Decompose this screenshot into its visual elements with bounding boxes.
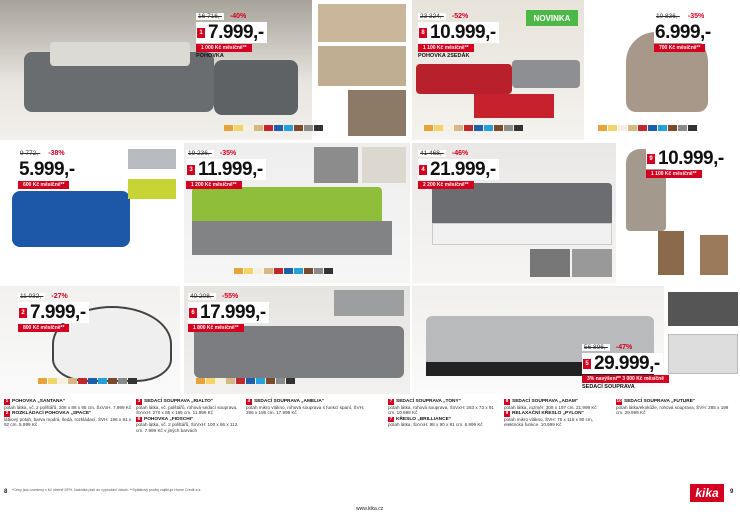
price: 17.999,- (200, 302, 266, 323)
color-swatch (118, 378, 127, 384)
thumb-column-3 (666, 286, 740, 394)
grey-sofa-thumbnail (128, 149, 176, 169)
color-swatch (108, 378, 117, 384)
storage-thumbnail (348, 90, 406, 136)
color-swatch (88, 378, 97, 384)
color-swatch (314, 125, 323, 131)
color-swatch (244, 125, 253, 131)
price: 5.999,- (19, 159, 75, 180)
color-swatch (98, 378, 107, 384)
description-body: potah mikro vlákno, rohová souprava s funkcí spaní, ŠVH: 296 x 186 cm. 17.999 Kč (246, 404, 365, 416)
price: 10.999,- (430, 22, 496, 43)
description-title: RELAXAČNÍ KŘESLO „PYLON“ (512, 411, 584, 417)
page-number-left: 8 (4, 489, 8, 495)
color-swatch (196, 378, 205, 384)
color-swatch (424, 125, 433, 131)
item-number: 2 (19, 308, 27, 318)
old-price: 16 716,- (198, 13, 222, 20)
color-swatch (294, 268, 303, 274)
color-swatch (254, 268, 263, 274)
color-swatch (284, 125, 293, 131)
cushions-image (50, 42, 190, 66)
description-body: potah látka/ekokůže, rohová souprava, ŠVH: 285 x 199 cm. 29.999 Kč (616, 404, 729, 416)
color-swatch (444, 125, 453, 131)
color-swatch (324, 268, 333, 274)
discount: -52% (451, 13, 469, 20)
color-swatch (48, 378, 57, 384)
description-title: POHOVKA „FIDSCHI“ (144, 416, 194, 422)
color-swatch (274, 268, 283, 274)
description-title: SEDACÍ SOUPRAVA „FUTURE“ (624, 399, 696, 404)
price: 29.999,- (594, 353, 660, 374)
item-number: 3 (137, 399, 141, 404)
website: www.kika.cz (356, 506, 384, 512)
discount: -55% (221, 293, 239, 300)
sofa-thumbnail (318, 4, 406, 42)
grey-base-image (192, 221, 392, 255)
color-swatch (514, 125, 523, 131)
color-swatch (638, 125, 647, 131)
description-title: ROZKLÁDACÍ POHOVKA „SPACE“ (12, 411, 92, 417)
monthly-payment: 1 000 Kč měsíčně** (196, 44, 252, 52)
color-swatch (68, 378, 77, 384)
color-swatch (234, 268, 243, 274)
item-number: 4 (247, 399, 251, 404)
grey-sofa-image (512, 60, 580, 88)
price-tag-1 (196, 11, 267, 59)
description-body: potah látka, vč. polštářů, rohová sedací souprava, ŠxVxH: 270 x 85 x 185 cm. 11.999 Kč (136, 404, 238, 416)
discount: -40% (229, 13, 247, 20)
item-number: 3 (187, 165, 195, 175)
item-number: 8 (505, 399, 509, 404)
color-swatches (38, 378, 137, 384)
price-tag-10 (582, 342, 669, 390)
color-swatch (264, 268, 273, 274)
old-price: 19 236,- (188, 150, 212, 157)
color-swatch (618, 125, 627, 131)
description-title: SEDACÍ SOUPRAVA „AMELIA“ (254, 399, 325, 404)
color-swatch (58, 378, 67, 384)
red-sofa-image (416, 64, 512, 94)
color-swatch (224, 125, 233, 131)
price: 6.999,- (655, 22, 711, 43)
old-price: 41 468,- (420, 150, 444, 157)
item-number: 10 (616, 399, 622, 404)
ottoman-image (474, 94, 554, 118)
price-tag-8 (18, 291, 89, 332)
description-4 (388, 398, 500, 428)
monthly-payment: 3% navýšení** 3 000 Kč měsíčně (582, 375, 669, 383)
color-swatch (276, 378, 285, 384)
price: 10.999,- (658, 148, 724, 169)
item-number: 7 (389, 416, 393, 422)
product-name: SEDACÍ SOUPRAVA (582, 384, 635, 390)
price-tag-7 (646, 148, 727, 178)
discount: -46% (451, 150, 469, 157)
item-number: 9 (505, 411, 509, 417)
color-swatch (216, 378, 225, 384)
item-number: 6 (137, 416, 141, 422)
color-swatch (246, 378, 255, 384)
sofa-thumbnail-2 (572, 249, 612, 277)
chair-thumbnail (658, 231, 684, 275)
old-price: 9 772,- (20, 150, 41, 157)
old-price: 10 836,- (656, 13, 680, 20)
description-title: POHOVKA „SANTANA“ (12, 399, 66, 404)
old-price: 40 208,- (190, 293, 214, 300)
old-price: 11 032,- (20, 293, 44, 300)
color-swatch (304, 125, 313, 131)
green-sofa-thumbnail (128, 179, 176, 199)
color-swatch (688, 125, 697, 131)
color-swatch (464, 125, 473, 131)
color-swatch (206, 378, 215, 384)
color-swatch (658, 125, 667, 131)
item-number: 8 (419, 28, 427, 38)
price: 7.999,- (30, 302, 86, 323)
price-tag-9 (188, 291, 269, 332)
color-swatches (196, 378, 295, 384)
color-swatch (128, 378, 137, 384)
color-swatch (504, 125, 513, 131)
old-price: 23 324,- (420, 13, 444, 20)
description-title: SEDACÍ SOUPRAVA „TONY“ (396, 399, 462, 404)
color-swatch (434, 125, 443, 131)
color-swatch (304, 268, 313, 274)
monthly-payment: 1 800 Kč měsíčně** (188, 324, 244, 332)
color-swatch (668, 125, 677, 131)
monthly-payment: 1 100 Kč měsíčně** (646, 170, 702, 178)
price-tag-6 (418, 148, 499, 189)
monthly-payment: 600 Kč měsíčně** (18, 181, 69, 189)
footer-disclaimer: *Ceny jsou uvedeny v Kč včetně DPH. Nabídka platí do vyprodání zásob. **Splátkový prodej zajišťuje Home Credit a.s. (12, 488, 202, 492)
color-swatch (598, 125, 607, 131)
description-body: potah látka, rozměr: 308 x 197 cm. 21.999 Kč (504, 404, 597, 410)
chair-thumbnail-2 (700, 235, 728, 275)
item-number: 6 (189, 308, 197, 318)
product-name: POHOVKA (196, 53, 224, 59)
color-swatch (286, 378, 295, 384)
description-body: potah látka, rohová souprava, ŠxVxH: 283 x 73 x 91 cm. 10.999 Kč (388, 404, 494, 416)
discount: -47% (615, 344, 633, 351)
color-swatch (314, 268, 323, 274)
color-swatches (224, 125, 323, 131)
description-body: potah látka, ŠxVxH: 98 x 90 x 81 cm. 6.999 Kč (388, 422, 483, 428)
color-swatch (236, 378, 245, 384)
item-number: 5 (583, 359, 591, 369)
thumb-column-1 (314, 0, 410, 140)
description-body: potah látka, vč. 2 polštářů, 206 x 86 x 95 cm, ŠxVxH. 7.999 Kč (4, 404, 132, 410)
color-swatch (474, 125, 483, 131)
discount: -27% (51, 293, 68, 300)
armchair-image (214, 60, 298, 115)
discount: -35% (687, 13, 705, 20)
description-5 (504, 398, 612, 428)
detail-thumbnail (314, 147, 358, 183)
product-name: POHOVKA 2SEDÁK (418, 53, 470, 59)
color-swatches (234, 268, 333, 274)
color-swatch (608, 125, 617, 131)
discount: -38% (48, 150, 65, 157)
color-swatch (244, 268, 253, 274)
price-tag-3 (654, 11, 714, 52)
monthly-payment: 1 100 Kč měsíčně** (418, 44, 474, 52)
color-swatch (256, 378, 265, 384)
color-swatch (628, 125, 637, 131)
sofa-bed-thumbnail (318, 46, 406, 86)
color-swatch (294, 125, 303, 131)
color-swatch (494, 125, 503, 131)
sofa-thumbnail-2 (668, 334, 738, 374)
monthly-payment: 700 Kč měsíčně** (654, 44, 705, 52)
color-swatch (38, 378, 47, 384)
item-number: 1 (197, 28, 205, 38)
color-swatch (454, 125, 463, 131)
color-swatch (234, 125, 243, 131)
color-swatch (266, 378, 275, 384)
color-swatch (78, 378, 87, 384)
detail-thumbnail-2 (362, 147, 406, 183)
white-base-image (432, 223, 612, 245)
sofa-thumbnail (530, 249, 570, 277)
discount: -35% (219, 150, 237, 157)
color-swatches (598, 125, 697, 131)
price-tag-5 (186, 148, 266, 189)
color-swatch (226, 378, 235, 384)
kika-logo: kika (690, 484, 724, 502)
price: 7.999,- (208, 22, 264, 43)
item-number: 9 (647, 154, 655, 164)
page-number-right: 9 (730, 489, 734, 495)
grey-corner-sofa-image (194, 326, 404, 378)
color-swatch (484, 125, 493, 131)
item-number: 1 (5, 399, 9, 404)
description-1 (4, 398, 132, 428)
description-body: potah mikro vlákno, ŠVH: 75 x 115 x 90 cm, elektrická funkce. 10.999 Kč (504, 416, 594, 428)
description-body: potah látka, vč. 2 polštářů, ŠxVxH: 100 x 86 x 112 cm. 7.999 Kč v jiných barvách (136, 422, 238, 433)
description-body: látkový potah, barva modrá, šedá, rozkládací, ŠVH: 196 x 91 x 92 cm. 5.999 Kč (4, 416, 132, 428)
description-title: SEDACÍ SOUPRAVA „RIALTO“ (144, 399, 214, 404)
color-swatch (254, 125, 263, 131)
sofa-thumbnail (334, 290, 404, 316)
description-title: SEDACÍ SOUPRAVA „ADAM“ (512, 399, 579, 404)
monthly-payment: 2 200 Kč měsíčně** (418, 181, 474, 189)
color-swatch (284, 268, 293, 274)
color-swatch (678, 125, 687, 131)
item-number: 2 (5, 411, 9, 417)
novinka-badge: NOVINKA (526, 10, 578, 26)
monthly-payment: 1 200 Kč měsíčně** (186, 181, 242, 189)
sofa-thumbnail (668, 292, 738, 326)
color-swatch (274, 125, 283, 131)
item-number: 4 (419, 165, 427, 175)
price-tag-2 (418, 11, 499, 59)
blue-sofa-image (12, 191, 130, 247)
color-swatches (424, 125, 523, 131)
price: 21.999,- (430, 159, 496, 180)
description-3 (246, 398, 366, 416)
description-2 (136, 398, 240, 434)
monthly-payment: 800 Kč měsíčně** (18, 324, 69, 332)
description-title: KŘESLO „BRILLIANCE“ (396, 416, 452, 422)
price-tag-4 (18, 148, 78, 189)
price: 11.999,- (198, 159, 263, 180)
color-swatch (648, 125, 657, 131)
color-swatch (264, 125, 273, 131)
item-number: 7 (389, 399, 393, 404)
description-6 (616, 398, 736, 416)
old-price: 56 896,- (584, 344, 608, 351)
